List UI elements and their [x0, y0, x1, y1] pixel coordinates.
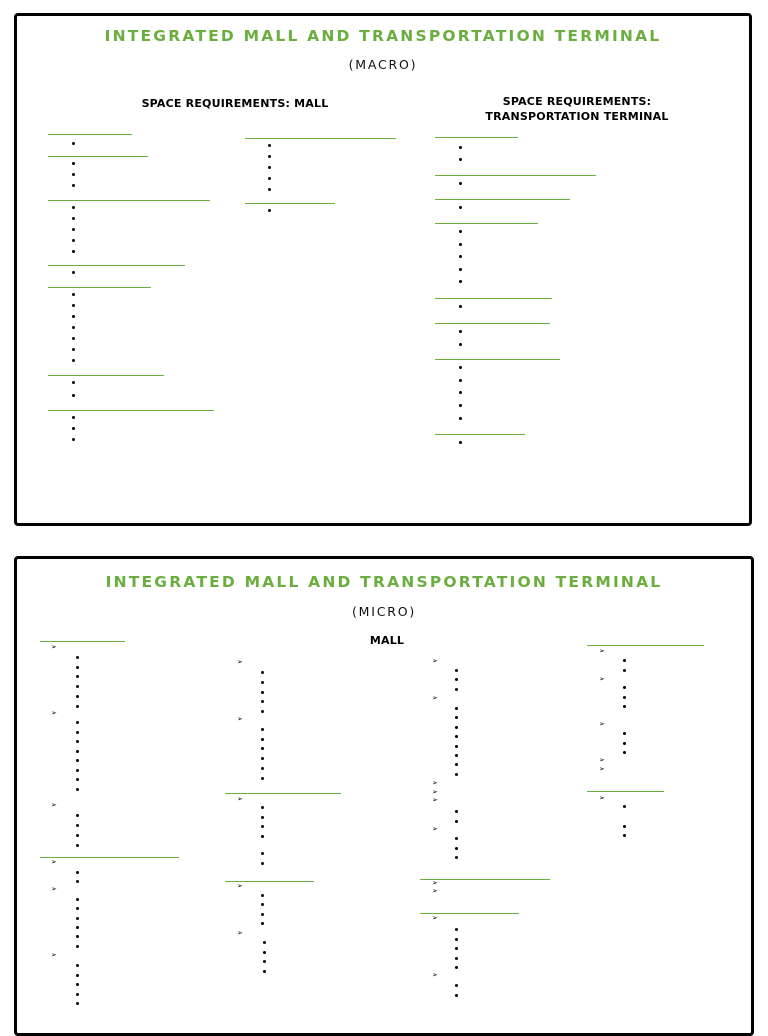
- bullet-dot-icon: [261, 728, 264, 731]
- bullet-dot-icon: [76, 898, 79, 901]
- bullet-dot-icon: [76, 685, 79, 688]
- bullet-dot-icon: [72, 239, 75, 242]
- blank-underline: [48, 265, 185, 266]
- blank-underline: [48, 200, 210, 201]
- arrow-bullet-icon: ➢: [599, 765, 605, 773]
- bullet-dot-icon: [455, 763, 458, 766]
- bullet-dot-icon: [455, 678, 458, 681]
- arrow-bullet-icon: ➢: [599, 720, 605, 728]
- bullet-dot-icon: [76, 917, 79, 920]
- bullet-dot-icon: [72, 326, 75, 329]
- bullet-dot-icon: [76, 769, 79, 772]
- bullet-dot-icon: [72, 394, 75, 397]
- bullet-dot-icon: [459, 182, 462, 185]
- bullet-dot-icon: [76, 750, 79, 753]
- bullet-dot-icon: [261, 913, 264, 916]
- bullet-dot-icon: [72, 337, 75, 340]
- micro-mall-heading: MALL: [369, 634, 405, 647]
- blank-underline: [48, 287, 151, 288]
- blank-underline: [435, 175, 596, 176]
- bullet-dot-icon: [76, 759, 79, 762]
- bullet-dot-icon: [268, 155, 271, 158]
- bullet-dot-icon: [455, 745, 458, 748]
- bullet-dot-icon: [455, 957, 458, 960]
- bullet-dot-icon: [76, 871, 79, 874]
- bullet-dot-icon: [261, 862, 264, 865]
- bullet-dot-icon: [268, 166, 271, 169]
- arrow-bullet-icon: ➢: [599, 756, 605, 764]
- bullet-dot-icon: [76, 705, 79, 708]
- blank-underline: [245, 138, 396, 139]
- arrow-bullet-icon: ➢: [599, 794, 605, 802]
- bullet-dot-icon: [76, 993, 79, 996]
- bullet-dot-icon: [455, 928, 458, 931]
- blank-underline: [225, 793, 341, 794]
- blank-underline: [587, 645, 704, 646]
- bullet-dot-icon: [76, 778, 79, 781]
- bullet-dot-icon: [261, 852, 264, 855]
- bullet-dot-icon: [263, 970, 266, 973]
- bullet-dot-icon: [261, 777, 264, 780]
- arrow-bullet-icon: ➢: [432, 779, 438, 787]
- macro-title: INTEGRATED MALL AND TRANSPORTATION TERMINAL: [104, 27, 662, 45]
- bullet-dot-icon: [76, 983, 79, 986]
- bullet-dot-icon: [623, 834, 626, 837]
- bullet-dot-icon: [261, 816, 264, 819]
- blank-underline: [40, 857, 179, 858]
- blank-underline: [435, 137, 518, 138]
- blank-underline: [587, 791, 664, 792]
- bullet-dot-icon: [455, 669, 458, 672]
- bullet-dot-icon: [459, 366, 462, 369]
- macro-outline-marks: [17, 16, 749, 523]
- bullet-dot-icon: [459, 255, 462, 258]
- bullet-dot-icon: [72, 228, 75, 231]
- bullet-dot-icon: [76, 666, 79, 669]
- bullet-dot-icon: [459, 404, 462, 407]
- bullet-dot-icon: [72, 206, 75, 209]
- bullet-dot-icon: [76, 675, 79, 678]
- bullet-dot-icon: [459, 206, 462, 209]
- arrow-bullet-icon: ➢: [432, 971, 438, 979]
- arrow-bullet-icon: ➢: [432, 825, 438, 833]
- bullet-dot-icon: [455, 856, 458, 859]
- arrow-bullet-icon: ➢: [51, 801, 57, 809]
- bullet-dot-icon: [72, 217, 75, 220]
- arrow-bullet-icon: ➢: [51, 643, 57, 651]
- bullet-dot-icon: [76, 907, 79, 910]
- micro-subtitle: (MICRO): [351, 604, 417, 619]
- bullet-dot-icon: [623, 669, 626, 672]
- bullet-dot-icon: [459, 441, 462, 444]
- bullet-dot-icon: [623, 696, 626, 699]
- blank-underline: [40, 641, 125, 642]
- blank-underline: [435, 223, 538, 224]
- bullet-dot-icon: [72, 173, 75, 176]
- arrow-bullet-icon: ➢: [599, 647, 605, 655]
- bullet-dot-icon: [455, 938, 458, 941]
- bullet-dot-icon: [455, 847, 458, 850]
- bullet-dot-icon: [261, 894, 264, 897]
- bullet-dot-icon: [76, 880, 79, 883]
- bullet-dot-icon: [72, 381, 75, 384]
- arrow-bullet-icon: ➢: [599, 675, 605, 683]
- arrow-bullet-icon: ➢: [51, 709, 57, 717]
- bullet-dot-icon: [76, 834, 79, 837]
- bullet-dot-icon: [455, 726, 458, 729]
- bullet-dot-icon: [76, 935, 79, 938]
- bullet-dot-icon: [623, 732, 626, 735]
- bullet-dot-icon: [261, 757, 264, 760]
- arrow-bullet-icon: ➢: [432, 788, 438, 796]
- bullet-dot-icon: [268, 188, 271, 191]
- bullet-dot-icon: [76, 964, 79, 967]
- arrow-bullet-icon: ➢: [432, 796, 438, 804]
- bullet-dot-icon: [261, 681, 264, 684]
- bullet-dot-icon: [261, 922, 264, 925]
- blank-underline: [48, 375, 164, 376]
- arrow-bullet-icon: ➢: [237, 658, 243, 666]
- bullet-dot-icon: [263, 960, 266, 963]
- bullet-dot-icon: [268, 144, 271, 147]
- bullet-dot-icon: [623, 805, 626, 808]
- arrow-bullet-icon: ➢: [237, 715, 243, 723]
- bullet-dot-icon: [261, 903, 264, 906]
- blank-underline: [435, 359, 560, 360]
- bullet-dot-icon: [455, 820, 458, 823]
- bullet-dot-icon: [261, 767, 264, 770]
- bullet-dot-icon: [459, 280, 462, 283]
- arrow-bullet-icon: ➢: [51, 951, 57, 959]
- bullet-dot-icon: [76, 695, 79, 698]
- arrow-bullet-icon: ➢: [237, 795, 243, 803]
- bullet-dot-icon: [623, 742, 626, 745]
- bullet-dot-icon: [76, 926, 79, 929]
- arrow-bullet-icon: ➢: [237, 929, 243, 937]
- bullet-dot-icon: [72, 416, 75, 419]
- bullet-dot-icon: [455, 716, 458, 719]
- bullet-dot-icon: [76, 1002, 79, 1005]
- bullet-dot-icon: [72, 359, 75, 362]
- bullet-dot-icon: [72, 438, 75, 441]
- bullet-dot-icon: [455, 984, 458, 987]
- bullet-dot-icon: [268, 177, 271, 180]
- bullet-dot-icon: [459, 243, 462, 246]
- arrow-bullet-icon: ➢: [432, 694, 438, 702]
- bullet-dot-icon: [76, 740, 79, 743]
- bullet-dot-icon: [72, 348, 75, 351]
- bullet-dot-icon: [76, 824, 79, 827]
- bullet-dot-icon: [261, 691, 264, 694]
- bullet-dot-icon: [268, 209, 271, 212]
- bullet-dot-icon: [261, 747, 264, 750]
- bullet-dot-icon: [263, 941, 266, 944]
- macro-subtitle: (MACRO): [348, 57, 418, 72]
- bullet-dot-icon: [459, 268, 462, 271]
- micro-title: INTEGRATED MALL AND TRANSPORTATION TERMINAL: [105, 573, 663, 591]
- bullet-dot-icon: [76, 731, 79, 734]
- bullet-dot-icon: [623, 659, 626, 662]
- bullet-dot-icon: [72, 162, 75, 165]
- bullet-dot-icon: [623, 825, 626, 828]
- bullet-dot-icon: [459, 417, 462, 420]
- bullet-dot-icon: [459, 391, 462, 394]
- bullet-dot-icon: [459, 379, 462, 382]
- blank-underline: [435, 298, 552, 299]
- bullet-dot-icon: [72, 184, 75, 187]
- bullet-dot-icon: [72, 271, 75, 274]
- bullet-dot-icon: [623, 751, 626, 754]
- bullet-dot-icon: [72, 427, 75, 430]
- bullet-dot-icon: [72, 304, 75, 307]
- bullet-dot-icon: [455, 773, 458, 776]
- bullet-dot-icon: [261, 671, 264, 674]
- bullet-dot-icon: [76, 788, 79, 791]
- arrow-bullet-icon: ➢: [432, 879, 438, 887]
- macro-terminal-heading-line2: TRANSPORTATION TERMINAL: [485, 110, 669, 123]
- bullet-dot-icon: [455, 707, 458, 710]
- micro-panel: [14, 556, 754, 1036]
- blank-underline: [435, 434, 525, 435]
- blank-underline: [225, 881, 314, 882]
- bullet-dot-icon: [261, 835, 264, 838]
- bullet-dot-icon: [455, 947, 458, 950]
- blank-underline: [48, 410, 214, 411]
- macro-panel: [14, 13, 752, 526]
- bullet-dot-icon: [459, 305, 462, 308]
- macro-mall-heading: SPACE REQUIREMENTS: MALL: [141, 97, 329, 110]
- blank-underline: [245, 203, 335, 204]
- bullet-dot-icon: [76, 814, 79, 817]
- arrow-bullet-icon: ➢: [432, 657, 438, 665]
- bullet-dot-icon: [455, 994, 458, 997]
- bullet-dot-icon: [261, 738, 264, 741]
- bullet-dot-icon: [76, 721, 79, 724]
- arrow-bullet-icon: ➢: [432, 887, 438, 895]
- bullet-dot-icon: [72, 250, 75, 253]
- bullet-dot-icon: [455, 837, 458, 840]
- bullet-dot-icon: [459, 343, 462, 346]
- bullet-dot-icon: [76, 974, 79, 977]
- bullet-dot-icon: [72, 142, 75, 145]
- bullet-dot-icon: [261, 710, 264, 713]
- bullet-dot-icon: [623, 705, 626, 708]
- bullet-dot-icon: [459, 230, 462, 233]
- bullet-dot-icon: [459, 330, 462, 333]
- blank-underline: [48, 156, 148, 157]
- bullet-dot-icon: [459, 146, 462, 149]
- arrow-bullet-icon: ➢: [237, 882, 243, 890]
- arrow-bullet-icon: ➢: [51, 885, 57, 893]
- arrow-bullet-icon: ➢: [51, 858, 57, 866]
- bullet-dot-icon: [455, 735, 458, 738]
- blank-underline: [435, 323, 550, 324]
- blank-underline: [420, 879, 550, 880]
- blank-underline: [48, 134, 132, 135]
- micro-outline-marks: [17, 559, 751, 1033]
- blank-underline: [420, 913, 519, 914]
- bullet-dot-icon: [455, 966, 458, 969]
- bullet-dot-icon: [261, 806, 264, 809]
- blank-underline: [435, 199, 570, 200]
- macro-terminal-heading-line1: SPACE REQUIREMENTS:: [502, 95, 652, 108]
- bullet-dot-icon: [76, 945, 79, 948]
- bullet-dot-icon: [455, 754, 458, 757]
- bullet-dot-icon: [623, 686, 626, 689]
- bullet-dot-icon: [76, 656, 79, 659]
- bullet-dot-icon: [459, 158, 462, 161]
- bullet-dot-icon: [261, 700, 264, 703]
- bullet-dot-icon: [455, 810, 458, 813]
- bullet-dot-icon: [261, 825, 264, 828]
- bullet-dot-icon: [76, 844, 79, 847]
- bullet-dot-icon: [263, 951, 266, 954]
- bullet-dot-icon: [72, 315, 75, 318]
- bullet-dot-icon: [455, 688, 458, 691]
- arrow-bullet-icon: ➢: [432, 914, 438, 922]
- bullet-dot-icon: [72, 293, 75, 296]
